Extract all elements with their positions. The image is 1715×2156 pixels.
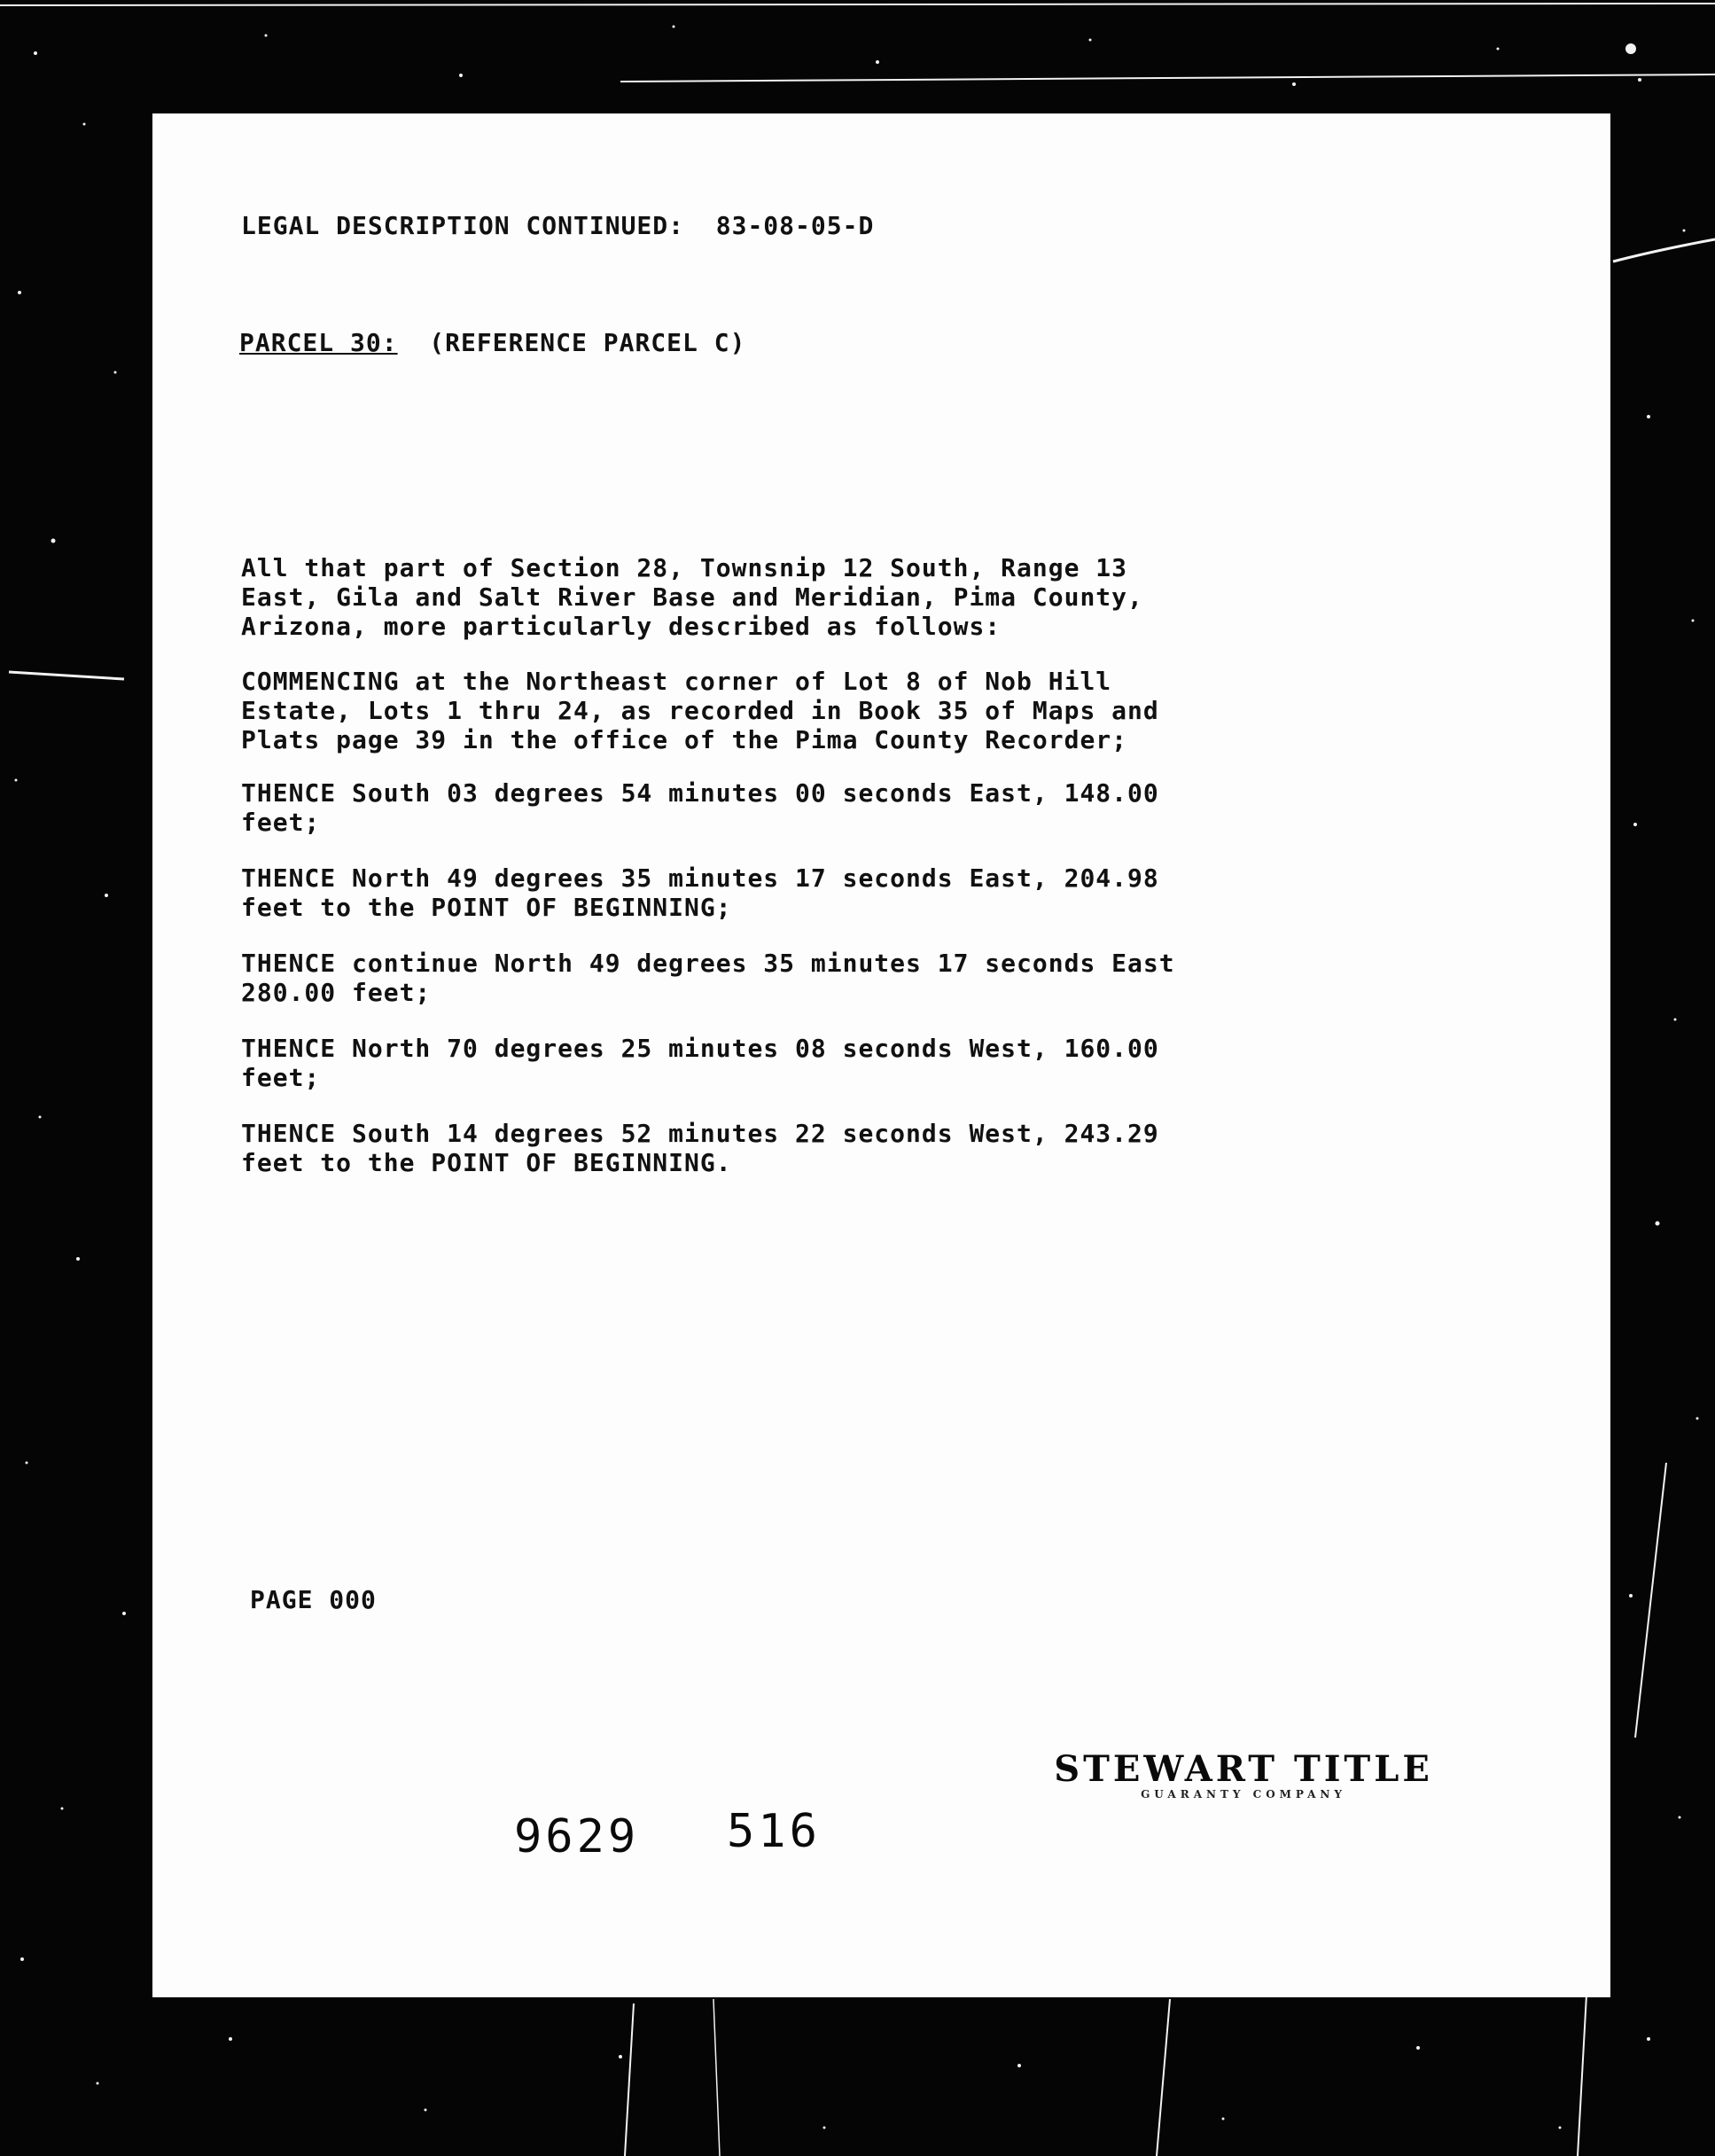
course-paragraph [241,778,1393,837]
paragraph-line: COMMENCING at the Northeast corner of Lot 8 of Nob Hill [241,667,1112,696]
paragraph-line: feet to the POINT OF BEGINNING; [241,893,732,922]
course-paragraph [241,1034,1393,1092]
paragraph-line: Estate, Lots 1 thru 24, as recorded in Book 35 of Maps and [241,696,1159,725]
logo-subtitle: GUARANTY COMPANY [1141,1788,1346,1801]
course-paragraph [241,1119,1393,1177]
stamp-page-number: 516 [727,1805,821,1858]
paragraph-line: feet to the POINT OF BEGINNING. [241,1148,732,1177]
stamp-docket-number: 9629 [514,1810,640,1863]
course-paragraph [241,949,1393,1007]
parcel-title [239,328,745,357]
paragraph-line: 280.00 feet; [241,978,432,1007]
commencing-paragraph [241,667,1393,754]
paragraph-line: All that part of Section 28, Townsnip 12 South, Range 13 [241,553,1128,582]
paragraph-line: THENCE North 70 degrees 25 minutes 08 seconds West, 160.00 [241,1034,1159,1063]
paragraph-line: feet; [241,1063,321,1092]
company-logo [1053,1748,1434,1801]
parcel-reference: (REFERENCE PARCEL C) [429,328,746,357]
paragraph-line: THENCE continue North 49 degrees 35 minutes 17 seconds East [241,949,1175,978]
page-number: PAGE 000 [250,1585,377,1614]
paragraph-line: feet; [241,808,321,837]
paragraph-line: Arizona, more particularly described as follows: [241,612,1002,641]
description-paragraph [241,553,1393,641]
paragraph-line: East, Gila and Salt River Base and Meridian, Pima County, [241,582,1143,612]
document-heading: LEGAL DESCRIPTION CONTINUED: 83-08-05-D [241,211,875,240]
paragraph-line: THENCE South 14 degrees 52 minutes 22 seconds West, 243.29 [241,1119,1159,1148]
parcel-label: PARCEL 30: [239,328,398,357]
paragraph-line: Plats page 39 in the office of the Pima County Recorder; [241,725,1128,754]
paragraph-line: THENCE North 49 degrees 35 minutes 17 seconds East, 204.98 [241,863,1159,893]
course-paragraph [241,863,1393,922]
logo-name: STEWART TITLE [1054,1748,1433,1790]
paragraph-line: THENCE South 03 degrees 54 minutes 00 seconds East, 148.00 [241,778,1159,808]
